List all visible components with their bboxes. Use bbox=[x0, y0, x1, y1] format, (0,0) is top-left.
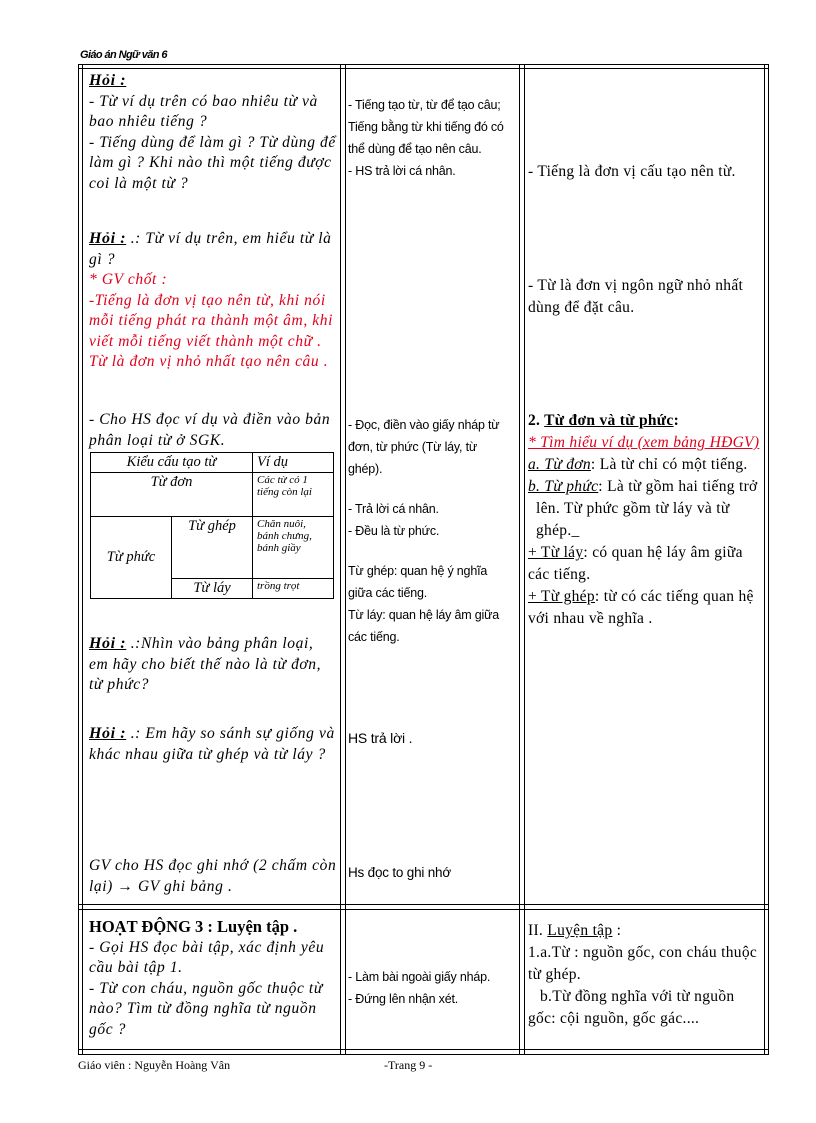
section2-middle bbox=[348, 966, 514, 1010]
def-b-label: b. Từ phức bbox=[528, 478, 599, 495]
def-a-label: a. Từ đơn bbox=[528, 456, 591, 473]
table-header-example: Ví dụ bbox=[253, 453, 334, 473]
table-tu-lay: Từ láy bbox=[172, 579, 253, 599]
col2-upper bbox=[348, 94, 514, 182]
table-tu-ghep: Từ ghép bbox=[172, 517, 253, 579]
table-tu-don: Từ đơn bbox=[91, 473, 253, 517]
classification-table bbox=[90, 452, 334, 599]
border-col2 bbox=[519, 64, 520, 1054]
border-col1 bbox=[340, 64, 341, 1054]
activity3-q1: - Gọi HS đọc bài tập, xác định yêu cầu bài tập 1. bbox=[89, 938, 325, 976]
table-header-type: Kiểu cấu tạo từ bbox=[91, 453, 253, 473]
hoi2-question: .: Từ ví dụ trên, em hiểu từ là gì ? bbox=[89, 230, 332, 268]
col2-middle bbox=[348, 414, 514, 648]
border-right bbox=[768, 64, 769, 1054]
col3-c1: - Tiếng là đơn vị cấu tạo nên từ. bbox=[528, 163, 736, 180]
border-left bbox=[78, 64, 79, 1054]
col2-a1: - Tiếng tạo từ, từ để tạo câu; Tiếng bằng từ khi tiếng đó có thể dùng để tạo nên câu. bbox=[348, 98, 504, 156]
border-col2-inner bbox=[524, 64, 525, 1054]
sec2-colon: : bbox=[673, 412, 680, 429]
col1-gv-ghi bbox=[89, 856, 337, 897]
border-col1-inner bbox=[345, 64, 346, 1054]
def-ghep-text: : từ có các tiếng quan hệ với nhau về nghĩa . bbox=[528, 588, 754, 627]
col2-b1: - Đọc, điền vào giấy nháp từ đơn, từ phức (Từ láy, từ ghép). bbox=[348, 418, 500, 476]
col3-c2-wrap bbox=[528, 275, 762, 319]
cho-hs-text: - Cho HS đọc ví dụ và điền vào bản phân loại từ ở SGK. bbox=[89, 411, 331, 449]
col1-upper bbox=[89, 71, 337, 194]
footer-page: -Trang 9 - bbox=[384, 1058, 433, 1072]
page-header: Giáo án Ngữ văn 6 bbox=[80, 49, 167, 61]
section2-left bbox=[89, 917, 337, 1040]
hoi1-question2: - Tiếng dùng để làm gì ? Từ dùng để làm gì ? Khi nào thì một tiếng được coi là một từ ? bbox=[89, 133, 336, 192]
section2-right bbox=[528, 920, 762, 1030]
hoi4-label: Hỏi : bbox=[89, 725, 127, 742]
hoi1-question1: - Từ ví dụ trên có bao nhiêu từ và bao nhiêu tiếng ? bbox=[89, 92, 318, 130]
practice-title: Luyện tập bbox=[547, 922, 613, 939]
sec2-find: * Tìm hiểu ví dụ (xem bảng HĐGV) bbox=[528, 434, 760, 451]
def-a-text: : Là từ chỉ có một tiếng. bbox=[590, 456, 748, 473]
practice-r2: b.Từ đồng nghĩa với từ nguồn gốc: cội nguồn, gốc gác.... bbox=[528, 988, 735, 1027]
border-right-inner bbox=[764, 64, 765, 1054]
col2-b7: Hs đọc to ghi nhớ bbox=[348, 865, 452, 880]
border-top-inner bbox=[78, 68, 769, 69]
border-bottom-inner bbox=[78, 1049, 769, 1050]
def-b-text: : Là từ gồm hai tiếng trở lên. Từ phức gồm từ láy và từ ghép._ bbox=[536, 478, 758, 539]
gv-ghi-text: GV cho HS đọc ghi nhớ (2 chấm còn lại) → GV ghi bảng . bbox=[89, 857, 337, 895]
activity3-s1: - Làm bài ngoài giấy nháp. bbox=[348, 970, 491, 984]
activity3-s2: - Đứng lên nhận xét. bbox=[348, 992, 458, 1006]
col2-b4: Từ ghép: quan hệ ý nghĩa giữa các tiếng. bbox=[348, 564, 488, 600]
col2-b6-wrap bbox=[348, 727, 514, 749]
hoi3-label: Hỏi : bbox=[89, 635, 127, 652]
col1-hoi4 bbox=[89, 724, 337, 765]
table-tu-don-example: Các từ có 1 tiếng còn lại bbox=[253, 473, 334, 517]
col2-a2: - HS trả lời cá nhân. bbox=[348, 164, 456, 178]
table-tu-ghep-example: Chăn nuôi, bánh chưng, bánh giầy bbox=[253, 517, 334, 579]
hoi3-question: .:Nhìn vào bảng phân loại, em hãy cho biết thế nào là từ đơn, từ phức? bbox=[89, 635, 322, 693]
practice-colon: : bbox=[616, 922, 622, 939]
table-tu-lay-example: trồng trọt bbox=[253, 579, 334, 599]
border-top bbox=[78, 64, 769, 65]
border-bottom bbox=[78, 1054, 769, 1055]
border-mid-inner bbox=[78, 909, 769, 910]
col1-cho-hs bbox=[89, 410, 337, 451]
sec2-num: 2. bbox=[528, 412, 541, 429]
col1-hoi3 bbox=[89, 634, 337, 696]
col2-b7-wrap bbox=[348, 862, 514, 884]
col3-c1-wrap bbox=[528, 161, 762, 183]
def-lay-label: + Từ láy bbox=[528, 544, 584, 561]
col3-c2: - Từ là đơn vị ngôn ngữ nhỏ nhất dùng để đặt câu. bbox=[528, 277, 744, 316]
table-tu-phuc: Từ phức bbox=[91, 517, 172, 599]
def-lay-text: : có quan hệ láy âm giữa các tiếng. bbox=[528, 544, 743, 583]
activity3-title: HOẠT ĐỘNG 3 : Luyện tập . bbox=[89, 917, 298, 936]
border-left-inner bbox=[82, 64, 83, 1054]
hoi4-question: .: Em hãy so sánh sự giống và khác nhau giữa từ ghép và từ láy ? bbox=[89, 725, 335, 763]
border-mid bbox=[78, 904, 769, 905]
col2-b2: - Trả lời cá nhân. bbox=[348, 502, 439, 516]
gv-chot-label: * GV chốt : bbox=[89, 271, 168, 288]
col3-section2 bbox=[528, 410, 762, 630]
col2-b6: HS trả lời . bbox=[348, 730, 413, 746]
def-ghep-label: + Từ ghép bbox=[528, 588, 595, 605]
footer-teacher: Giáo viên : Nguyễn Hoàng Vân bbox=[78, 1058, 231, 1072]
col2-b5: Từ láy: quan hệ láy âm giữa các tiếng. bbox=[348, 608, 499, 644]
activity3-q2: - Từ con cháu, nguồn gốc thuộc từ nào? Tìm từ đồng nghĩa từ nguồn gốc ? bbox=[89, 979, 323, 1038]
practice-r1: 1.a.Từ : nguồn gốc, con cháu thuộc từ ghép. bbox=[528, 944, 758, 983]
hoi2-label: Hỏi : bbox=[89, 230, 127, 247]
sec2-title: Từ đơn và từ phức bbox=[544, 412, 674, 429]
hoi1-label: Hỏi : bbox=[89, 72, 127, 89]
col2-b3: - Đều là từ phức. bbox=[348, 524, 440, 538]
gv-chot-text: -Tiếng là đơn vị tạo nên từ, khi nói mỗi tiếng phát ra thành một âm, khi viết mỗi tiếng viết thành một chữ . Từ là đơn vị nhỏ nhất tạo nên câu . bbox=[89, 291, 334, 370]
practice-num: II. bbox=[528, 922, 544, 939]
col1-hoi2 bbox=[89, 229, 337, 373]
